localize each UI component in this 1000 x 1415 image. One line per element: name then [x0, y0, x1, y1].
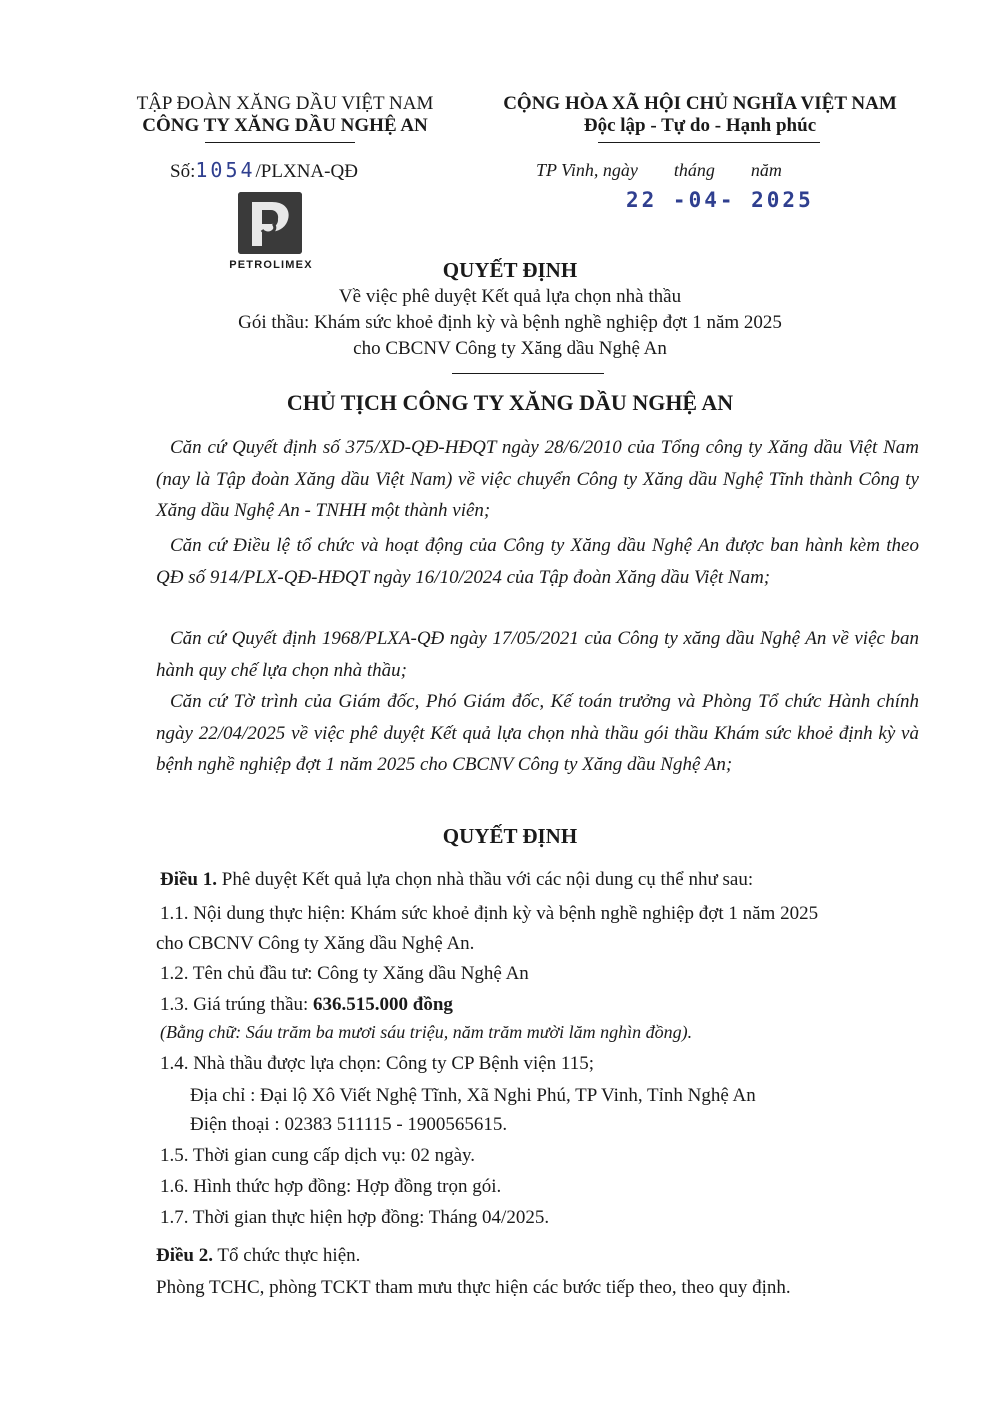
- item-1-2: 1.2. Tên chủ đầu tư: Công ty Xăng dầu Nghệ An: [160, 963, 529, 984]
- nation-title: CỘNG HÒA XÃ HỘI CHỦ NGHĨA VIỆT NAM: [503, 93, 897, 114]
- title-underline: [452, 373, 604, 374]
- basis-1: Căn cứ Quyết định số 375/XD-QĐ-HĐQT ngày 28/6/2010 của Tổng công ty Xăng dầu Việt Nam (nay là Tập đoàn Xăng dầu Việt Nam) về việc chuyển Công ty Xăng dầu Nghệ Tĩnh thành Công ty Xăng dầu Nghệ An - TNHH một thành viên;: [156, 437, 919, 521]
- logo-text: PETROLIMEX: [229, 259, 313, 271]
- article-1: [160, 868, 753, 892]
- decision-title: QUYẾT ĐỊNH: [442, 258, 578, 282]
- date-stamp: 22 -04- 2025: [626, 188, 814, 212]
- org-underline: [205, 142, 355, 143]
- basis-4: Căn cứ Tờ trình của Giám đốc, Phó Giám đốc, Kế toán trưởng và Phòng Tổ chức Hành chính ngày 22/04/2025 về việc phê duyệt Kết quả lựa chọn nhà thầu gói thầu Khám sức khoẻ định kỳ và bệnh nghề nghiệp đợt 1 năm 2025 cho CBCNV Công ty Xăng dầu Nghệ An;: [156, 691, 919, 775]
- title-subject-1: Về việc phê duyệt Kết quả lựa chọn nhà thầu: [338, 286, 682, 307]
- place-date: TP Vinh, ngày tháng năm: [536, 160, 782, 180]
- item-1-7: 1.7. Thời gian thực hiện hợp đồng: Tháng 04/2025.: [160, 1207, 550, 1228]
- title-subject-2: Gói thầu: Khám sức khoẻ định kỳ và bệnh nghề nghiệp đợt 1 năm 2025: [238, 312, 782, 333]
- handwritten-number: 1054: [195, 158, 256, 182]
- item-1-3-label: 1.3. Giá trúng thầu:: [160, 994, 314, 1015]
- article-2: [156, 1244, 360, 1268]
- article-1-label: Điều 1.: [160, 869, 217, 890]
- motto-underline: [598, 142, 820, 143]
- nation-motto: Độc lập - Tự do - Hạnh phúc: [583, 115, 817, 136]
- document-number: [170, 158, 358, 183]
- item-1-5: 1.5. Thời gian cung cấp dịch vụ: 02 ngày.: [160, 1145, 476, 1166]
- decision-heading: QUYẾT ĐỊNH: [442, 824, 578, 848]
- org-parent-name: TẬP ĐOÀN XĂNG DẦU VIỆT NAM: [136, 93, 434, 114]
- basis-3: Căn cứ Quyết định 1968/PLXA-QĐ ngày 17/05/2021 của Công ty xăng dầu Nghệ An về việc ban hành quy chế lựa chọn nhà thầu;: [156, 628, 919, 681]
- price-in-words: (Bằng chữ: Sáu trăm ba mươi sáu triệu, năm trăm mười lăm nghìn đồng).: [160, 1022, 693, 1042]
- title-subject-3: cho CBCNV Công ty Xăng dầu Nghệ An: [353, 338, 667, 359]
- item-1-4: 1.4. Nhà thầu được lựa chọn: Công ty CP Bệnh viện 115;: [160, 1053, 594, 1074]
- contractor-phone: Điện thoại : 02383 511115 - 1900565615.: [190, 1114, 508, 1135]
- article-1-text: Phê duyệt Kết quả lựa chọn nhà thầu với các nội dung cụ thể như sau:: [217, 869, 754, 890]
- org-name: CÔNG TY XĂNG DẦU NGHỆ AN: [142, 115, 428, 136]
- item-1-6: 1.6. Hình thức hợp đồng: Hợp đồng trọn gói.: [160, 1176, 502, 1197]
- number-suffix: /PLXNA-QĐ: [255, 161, 358, 182]
- article-2-label: Điều 2.: [156, 1245, 213, 1266]
- article-2-text: Tổ chức thực hiện.: [213, 1245, 361, 1266]
- contractor-address: Địa chỉ : Đại lộ Xô Viết Nghệ Tĩnh, Xã Nghi Phú, TP Vinh, Tỉnh Nghệ An: [190, 1085, 756, 1106]
- basis-2: Căn cứ Điều lệ tổ chức và hoạt động của Công ty Xăng dầu Nghệ An được ban hành kèm theo QĐ số 914/PLX-QĐ-HĐQT ngày 16/10/2024 của Tập đoàn Xăng dầu Việt Nam;: [156, 535, 919, 588]
- winning-price: 636.515.000 đồng: [313, 994, 453, 1015]
- number-prefix: Số:: [170, 161, 196, 182]
- item-1-1-line2: cho CBCNV Công ty Xăng dầu Nghệ An.: [156, 933, 475, 954]
- authority-heading: CHỦ TỊCH CÔNG TY XĂNG DẦU NGHỆ AN: [286, 390, 734, 415]
- article-2-detail: Phòng TCHC, phòng TCKT tham mưu thực hiện các bước tiếp theo, theo quy định.: [156, 1277, 791, 1298]
- item-1-1-line1: 1.1. Nội dung thực hiện: Khám sức khoẻ định kỳ và bệnh nghề nghiệp đợt 1 năm 2025: [160, 903, 819, 924]
- petrolimex-logo-icon: [238, 192, 302, 254]
- item-1-3: [160, 993, 453, 1017]
